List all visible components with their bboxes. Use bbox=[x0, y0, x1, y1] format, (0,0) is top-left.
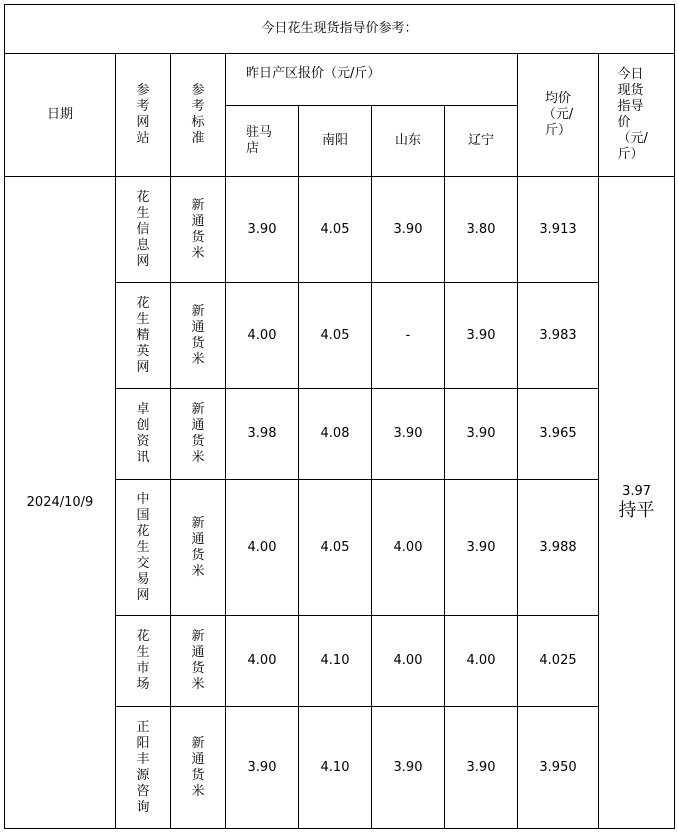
avg-cell: 3.983 bbox=[518, 283, 599, 389]
guide-price-value: 3.97 bbox=[622, 483, 652, 499]
price-cell: 4.00 bbox=[226, 616, 299, 707]
header-region-zhumadian-text: 驻马店 bbox=[246, 125, 273, 156]
site-name: 中国花生交易网 bbox=[136, 491, 150, 603]
date-cell: 2024/10/9 bbox=[5, 177, 116, 829]
standard-name: 新通货米 bbox=[191, 735, 205, 799]
standard-name: 新通货米 bbox=[191, 515, 205, 579]
price-cell: 3.90 bbox=[372, 389, 445, 480]
price-cell: 3.90 bbox=[445, 707, 518, 829]
price-cell: 4.10 bbox=[299, 616, 372, 707]
standard-cell bbox=[171, 480, 226, 616]
price-cell: 4.00 bbox=[372, 616, 445, 707]
standard-name: 新通货米 bbox=[191, 303, 205, 367]
price-cell: 3.90 bbox=[226, 707, 299, 829]
header-guide bbox=[599, 54, 675, 177]
avg-cell: 3.913 bbox=[518, 177, 599, 283]
site-name: 卓创资讯 bbox=[136, 402, 150, 465]
standard-cell bbox=[171, 616, 226, 707]
header-standard bbox=[171, 54, 226, 177]
header-site-text: 参考网站 bbox=[136, 83, 150, 146]
guide-price-status: 持平 bbox=[618, 499, 655, 521]
price-cell: 3.90 bbox=[445, 283, 518, 389]
price-cell: 4.05 bbox=[299, 480, 372, 616]
site-cell bbox=[116, 480, 171, 616]
standard-cell bbox=[171, 389, 226, 480]
price-cell: 4.00 bbox=[445, 616, 518, 707]
price-cell: 4.05 bbox=[299, 177, 372, 283]
price-cell: 4.00 bbox=[226, 480, 299, 616]
standard-cell bbox=[171, 707, 226, 829]
standard-name: 新通货米 bbox=[191, 197, 205, 261]
price-cell: 3.90 bbox=[445, 480, 518, 616]
header-site bbox=[116, 54, 171, 177]
price-guide-table bbox=[4, 4, 675, 829]
standard-cell bbox=[171, 177, 226, 283]
standard-name: 新通货米 bbox=[191, 629, 205, 692]
price-cell: 4.05 bbox=[299, 283, 372, 389]
table-title: 今日花生现货指导价参考： bbox=[5, 5, 675, 54]
price-cell: 4.08 bbox=[299, 389, 372, 480]
header-guide-text: 今日现货指导价（元/斤） bbox=[617, 67, 648, 162]
table-row bbox=[5, 177, 675, 283]
price-cell: - bbox=[372, 283, 445, 389]
site-cell bbox=[116, 616, 171, 707]
price-cell: 3.90 bbox=[372, 177, 445, 283]
header-region-nanyang: 南阳 bbox=[299, 106, 372, 177]
site-name: 正阳丰源咨询 bbox=[136, 719, 150, 815]
header-avg bbox=[518, 54, 599, 177]
header-region-shandong: 山东 bbox=[372, 106, 445, 177]
site-name: 花生信息网 bbox=[136, 189, 150, 269]
header-avg-text: 均价（元/斤） bbox=[542, 91, 574, 138]
price-cell: 3.90 bbox=[226, 177, 299, 283]
avg-cell: 3.950 bbox=[518, 707, 599, 829]
site-cell bbox=[116, 389, 171, 480]
standard-cell bbox=[171, 283, 226, 389]
site-name: 花生精英网 bbox=[136, 295, 150, 375]
site-cell bbox=[116, 177, 171, 283]
header-date: 日期 bbox=[5, 54, 116, 177]
avg-cell: 3.988 bbox=[518, 480, 599, 616]
price-cell: 4.10 bbox=[299, 707, 372, 829]
site-name: 花生市场 bbox=[136, 629, 150, 692]
price-cell: 4.00 bbox=[372, 480, 445, 616]
site-cell bbox=[116, 283, 171, 389]
price-cell: 3.90 bbox=[445, 389, 518, 480]
standard-name: 新通货米 bbox=[191, 402, 205, 465]
avg-cell: 4.025 bbox=[518, 616, 599, 707]
header-region-zhumadian bbox=[226, 106, 299, 177]
site-cell bbox=[116, 707, 171, 829]
price-cell: 4.00 bbox=[226, 283, 299, 389]
avg-cell: 3.965 bbox=[518, 389, 599, 480]
header-region-liaoning: 辽宁 bbox=[445, 106, 518, 177]
guide-price-cell bbox=[599, 177, 675, 829]
price-cell: 3.80 bbox=[445, 177, 518, 283]
price-cell: 3.98 bbox=[226, 389, 299, 480]
header-standard-text: 参考标准 bbox=[191, 83, 205, 146]
header-yesterday-group: 昨日产区报价（元/斤） bbox=[226, 54, 518, 106]
price-cell: 3.90 bbox=[372, 707, 445, 829]
